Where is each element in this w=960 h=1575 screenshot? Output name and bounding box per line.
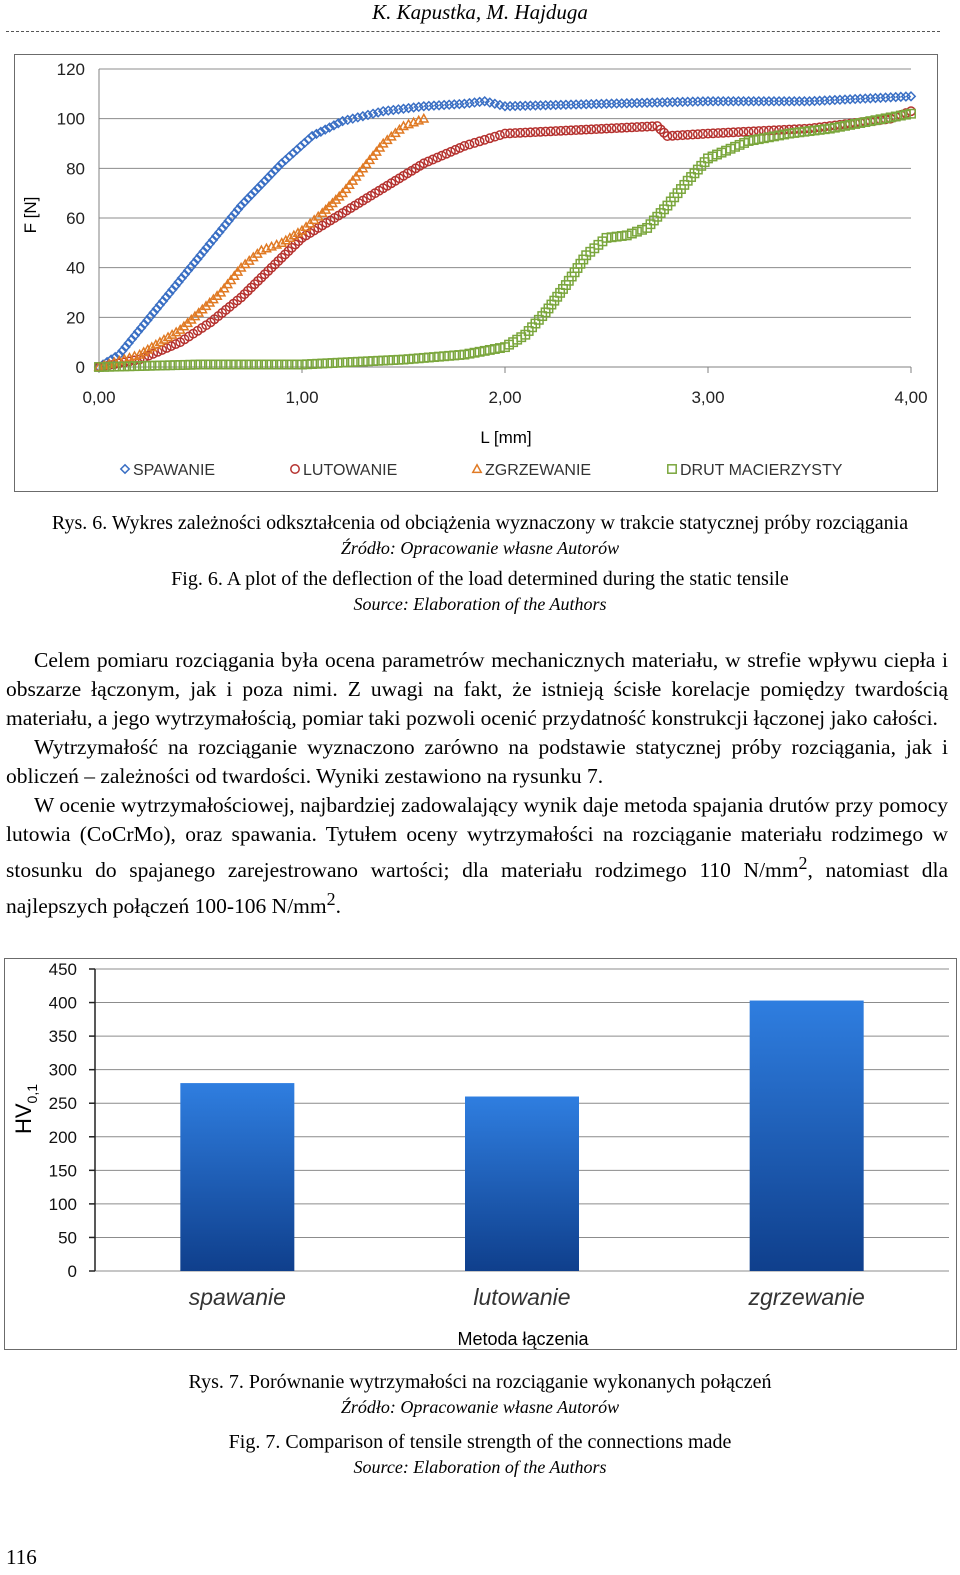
bar-chart-frame	[4, 958, 957, 1350]
data-point	[379, 356, 387, 364]
data-point	[186, 361, 194, 369]
x-tick-label: lutowanie	[473, 1284, 571, 1310]
data-point	[323, 359, 331, 367]
data-point	[475, 137, 483, 145]
body-text	[6, 646, 948, 921]
legend-entry	[668, 462, 843, 479]
data-point	[338, 358, 346, 366]
data-point	[343, 358, 351, 366]
data-point	[409, 355, 417, 363]
data-point	[161, 361, 169, 369]
fig6-caption-pl: Rys. 6. Wykres zależności odkształcenia od obciążenia wyznaczony w trakcie statycznej próby rozciągania	[51, 512, 909, 534]
y-tick-label: 40	[66, 258, 85, 278]
data-point	[491, 132, 499, 140]
y-tick-label: 300	[48, 1060, 77, 1080]
x-axis-title: L [mm]	[480, 428, 532, 447]
legend-marker	[668, 465, 676, 473]
paragraph-2: Wytrzymałość na rozciąganie wyznaczono zarówno na podstawie statycznej próby rozciągania, jak i obliczeń – zależności od twardości. Wyniki zestawiono na rysunku 7.	[6, 735, 948, 788]
data-point	[404, 355, 412, 363]
y-tick-label: 350	[48, 1027, 77, 1047]
y-tick-label: 0	[67, 1262, 77, 1281]
data-point	[318, 359, 326, 367]
y-tick-label: 250	[48, 1094, 77, 1114]
data-point	[465, 140, 473, 148]
fig7-caption-pl: Rys. 7. Porównanie wytrzymałości na rozciąganie wykonanych połączeń	[188, 1371, 772, 1393]
x-tick-label: 4,00	[894, 388, 928, 407]
bar-spawanie	[180, 1083, 294, 1271]
bar-zgrzewanie	[750, 1001, 864, 1271]
data-point	[470, 139, 478, 147]
y-tick-label: 450	[48, 960, 77, 979]
y-tick-label: 20	[66, 308, 85, 328]
y-tick-label: 120	[56, 60, 85, 79]
x-tick-label: 2,00	[488, 388, 522, 407]
legend-label: SPAWANIE	[133, 462, 216, 479]
data-point	[430, 353, 438, 361]
running-header	[0, 0, 960, 24]
data-point	[359, 357, 367, 365]
y-tick-label: 150	[48, 1161, 77, 1181]
hardness-bar-chart	[5, 959, 956, 1349]
fig7-source-pl: Źródło: Opracowanie własne Autorów	[340, 1397, 620, 1417]
data-point	[481, 136, 489, 144]
data-point	[496, 131, 504, 139]
series-zgrzewanie	[95, 114, 428, 370]
paragraph-3-part-a: W ocenie wytrzymałościowej, najbardziej zadowalający wynik daje metoda spajania drutów przy pomocy lutowia (CoCrMo), oraz spawania. Tytułem oceny wytrzymałości na rozciąganie materiału rodzimego w stosunku do spajanego zarejestrowano wartości; dla materiału rodzimego 110 N/mm	[6, 793, 948, 883]
header-authors: K. Kapustka, M. Hajduga	[372, 0, 588, 24]
paragraph-3	[6, 791, 948, 921]
fig7-source-en: Source: Elaboration of the Authors	[353, 1457, 607, 1477]
x-tick-label: zgrzewanie	[748, 1284, 865, 1310]
load-deflection-chart	[15, 55, 937, 491]
y-tick-label: 0	[75, 358, 85, 377]
x-tick-label: 0,00	[82, 388, 116, 407]
data-point	[415, 354, 423, 362]
y-tick-label: 200	[48, 1127, 77, 1147]
x-tick-label: spawanie	[188, 1284, 286, 1310]
fig6-source-en: Source: Elaboration of the Authors	[353, 594, 607, 614]
y-axis-title: F [N]	[21, 196, 40, 234]
legend-marker	[121, 465, 129, 473]
line-chart-frame	[14, 54, 938, 492]
data-point	[369, 357, 377, 365]
y-tick-label: 400	[48, 993, 77, 1013]
data-point	[425, 353, 433, 361]
data-point	[420, 354, 428, 362]
bar-lutowanie	[465, 1097, 579, 1271]
data-point	[166, 361, 174, 369]
fig7-caption-en: Fig. 7. Comparison of tensile strength of the connections made	[228, 1431, 732, 1453]
paragraph-3-part-b: , natomiast dla najlepszych połączeń 100-106 N/mm	[6, 858, 948, 919]
data-point	[389, 356, 397, 364]
legend-marker	[291, 465, 299, 473]
data-point	[191, 360, 199, 368]
fig6-source-pl: Źródło: Opracowanie własne Autorów	[340, 538, 620, 558]
data-point	[435, 352, 443, 360]
x-tick-label: 3,00	[691, 388, 725, 407]
data-point	[176, 361, 184, 369]
data-point	[440, 352, 448, 360]
data-point	[156, 361, 164, 369]
y-tick-label: 50	[58, 1228, 77, 1248]
data-point	[171, 361, 179, 369]
data-point	[151, 361, 159, 369]
page-number: 116	[6, 1545, 37, 1569]
data-point	[146, 362, 154, 370]
data-point	[374, 357, 382, 365]
superscript: 2	[798, 853, 808, 873]
series-spawanie	[95, 92, 915, 371]
data-point	[445, 352, 453, 360]
legend-label: DRUT MACIERZYSTY	[680, 462, 843, 479]
legend-entry	[473, 462, 591, 479]
legend-label: LUTOWANIE	[303, 462, 398, 479]
y-axis-title: HV0,1	[11, 1083, 40, 1135]
data-point	[907, 107, 915, 115]
legend-label: ZGRZEWANIE	[485, 462, 592, 479]
data-point	[181, 361, 189, 369]
x-axis-title: Metoda łączenia	[457, 1329, 589, 1349]
legend-entry	[121, 462, 215, 479]
header-rule	[6, 31, 940, 32]
data-point	[328, 359, 336, 367]
data-point	[455, 351, 463, 359]
fig6-caption-en: Fig. 6. A plot of the deflection of the load determined during the static tensile	[171, 568, 789, 590]
data-point	[364, 357, 372, 365]
data-point	[384, 356, 392, 364]
x-tick-label: 1,00	[285, 388, 319, 407]
paragraph-3-part-c: .	[335, 894, 341, 919]
data-point	[333, 359, 341, 367]
y-tick-label: 80	[66, 159, 85, 179]
legend-entry	[291, 462, 397, 479]
data-point	[349, 358, 357, 366]
y-tick-label: 100	[48, 1194, 77, 1214]
data-point	[450, 351, 458, 359]
superscript: 2	[326, 889, 336, 910]
data-point	[354, 358, 362, 366]
legend-marker	[473, 465, 481, 473]
y-tick-label: 100	[56, 109, 85, 129]
data-point	[486, 134, 494, 142]
data-point	[399, 355, 407, 363]
data-point	[394, 356, 402, 364]
y-tick-label: 60	[66, 209, 85, 228]
paragraph-1: Celem pomiaru rozciągania była ocena parametrów mechanicznych materiału, w strefie wpływu ciepła i obszarze łączonym, jak i poza nimi. Z uwagi na fakt, że istnieją ścisłe korelacje pomiędzy twardością materiału, a jego wytrzymałością, pomiar taki pozwoli ocenić przydatność konstrukcji łączonej jako całości.	[6, 648, 948, 730]
